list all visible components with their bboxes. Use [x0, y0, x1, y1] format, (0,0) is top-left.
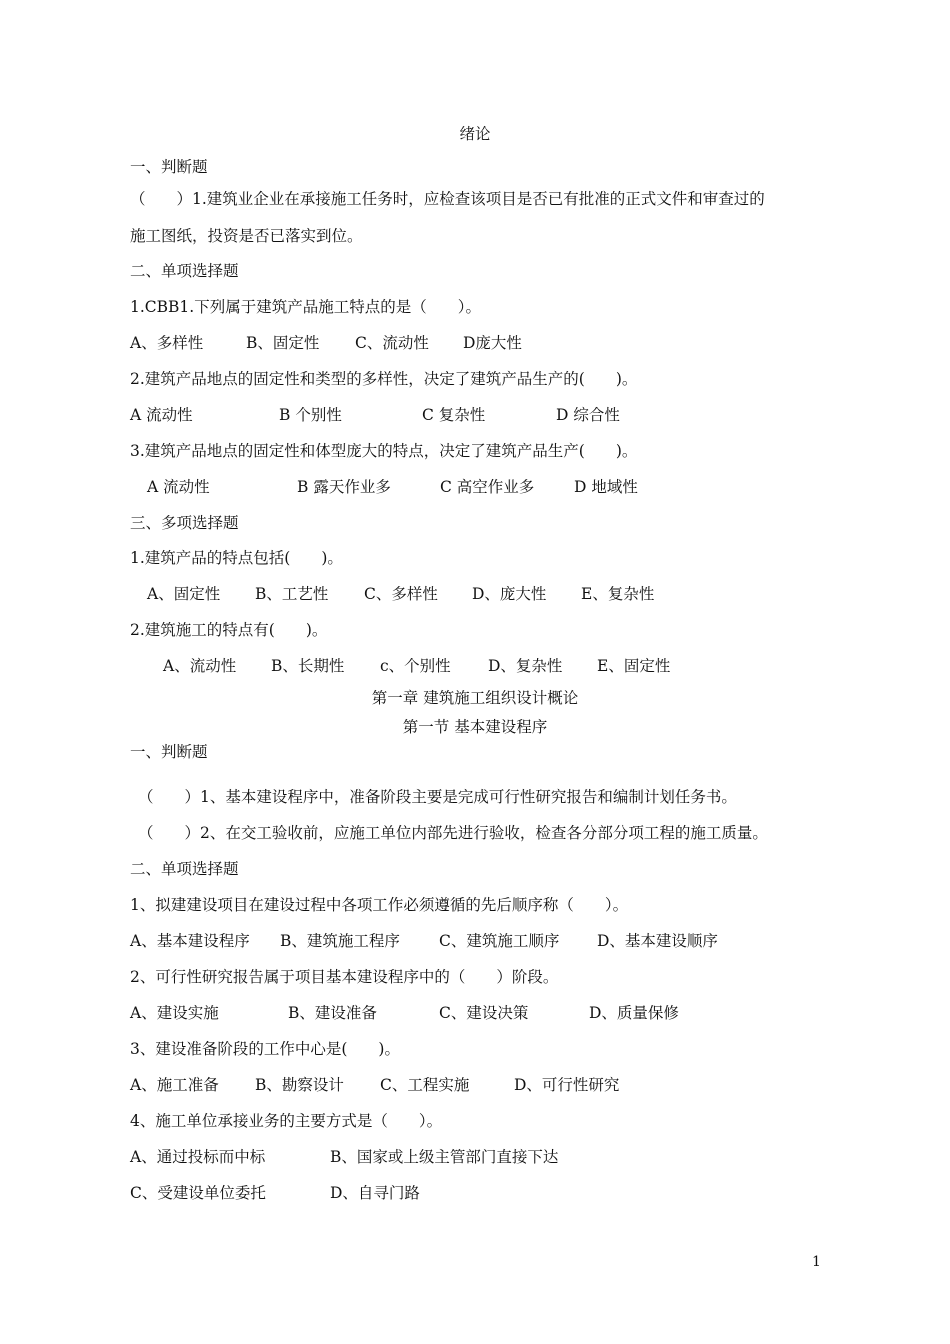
question-text: 3.建筑产品地点的固定性和体型庞大的特点，决定了建筑产品生产( )。	[130, 442, 638, 460]
option: B 露天作业多	[297, 478, 391, 496]
option: B、长期性	[271, 657, 345, 675]
question-text: 2、可行性研究报告属于项目基本建设程序中的（ ）阶段。	[130, 968, 559, 986]
heading-multiple-choice: 三、多项选择题	[130, 514, 239, 532]
option: B 个别性	[279, 406, 342, 424]
option: D、可行性研究	[514, 1076, 620, 1094]
question-text: 2.建筑产品地点的固定性和类型的多样性，决定了建筑产品生产的( )。	[130, 370, 638, 388]
question-text: 1.CBB1.下列属于建筑产品施工特点的是（ ）。	[130, 298, 481, 316]
option: B、建筑施工程序	[280, 932, 400, 950]
section-title: 绪论	[459, 125, 491, 143]
option: D庞大性	[463, 334, 522, 352]
option: B、国家或上级主管部门直接下达	[330, 1148, 559, 1166]
option: A、基本建设程序	[130, 932, 250, 950]
option: C 高空作业多	[440, 478, 535, 496]
option: A、施工准备	[130, 1076, 219, 1094]
option: A、多样性	[130, 334, 204, 352]
option: D 综合性	[556, 406, 620, 424]
question-text: （ ）1.建筑业企业在承接施工任务时，应检查该项目是否已有批准的正式文件和审查过的	[130, 190, 765, 208]
heading-true-false: 一、判断题	[130, 743, 208, 761]
option: B、建设准备	[288, 1004, 377, 1022]
option: A、建设实施	[130, 1004, 219, 1022]
heading-single-choice: 二、单项选择题	[130, 262, 239, 280]
option: C、受建设单位委托	[130, 1184, 266, 1202]
option: C、多样性	[364, 585, 438, 603]
option: D、自寻门路	[330, 1184, 420, 1202]
option: C 复杂性	[422, 406, 486, 424]
option: D、质量保修	[589, 1004, 679, 1022]
question-text: （ ）1、基本建设程序中，准备阶段主要是完成可行性研究报告和编制计划任务书。	[138, 788, 737, 806]
option: A 流动性	[130, 406, 193, 424]
option: D 地域性	[574, 478, 638, 496]
question-text: （ ）2、在交工验收前，应施工单位内部先进行验收，检查各分部分项工程的施工质量。	[138, 824, 768, 842]
question-text: 1、拟建建设项目在建设过程中各项工作必须遵循的先后顺序称（ ）。	[130, 896, 629, 914]
option: C、建设决策	[439, 1004, 529, 1022]
option: c、个别性	[380, 657, 451, 675]
option: C、流动性	[355, 334, 429, 352]
heading-single-choice: 二、单项选择题	[130, 860, 239, 878]
option: E、固定性	[597, 657, 671, 675]
option: C、工程实施	[380, 1076, 470, 1094]
option: A 流动性	[147, 478, 210, 496]
option: D、复杂性	[488, 657, 563, 675]
question-text: 4、施工单位承接业务的主要方式是（ ）。	[130, 1112, 443, 1130]
option: B、工艺性	[255, 585, 329, 603]
option: E、复杂性	[581, 585, 655, 603]
option: B、固定性	[246, 334, 320, 352]
question-text: 施工图纸，投资是否已落实到位。	[130, 227, 363, 245]
option: A、通过投标而中标	[130, 1148, 266, 1166]
option: B、勘察设计	[255, 1076, 344, 1094]
option: C、建筑施工顺序	[439, 932, 560, 950]
chapter-title: 第一章 建筑施工组织设计概论	[371, 689, 579, 707]
heading-true-false: 一、判断题	[130, 158, 208, 176]
chapter-subtitle: 第一节 基本建设程序	[402, 718, 548, 736]
option: D、庞大性	[472, 585, 547, 603]
option: A、固定性	[147, 585, 221, 603]
page-number: 1	[812, 1254, 821, 1270]
question-text: 2.建筑施工的特点有( )。	[130, 621, 328, 639]
question-text: 3、建设准备阶段的工作中心是( )。	[130, 1040, 400, 1058]
question-text: 1.建筑产品的特点包括( )。	[130, 549, 343, 567]
option: A、流动性	[163, 657, 237, 675]
option: D、基本建设顺序	[597, 932, 718, 950]
